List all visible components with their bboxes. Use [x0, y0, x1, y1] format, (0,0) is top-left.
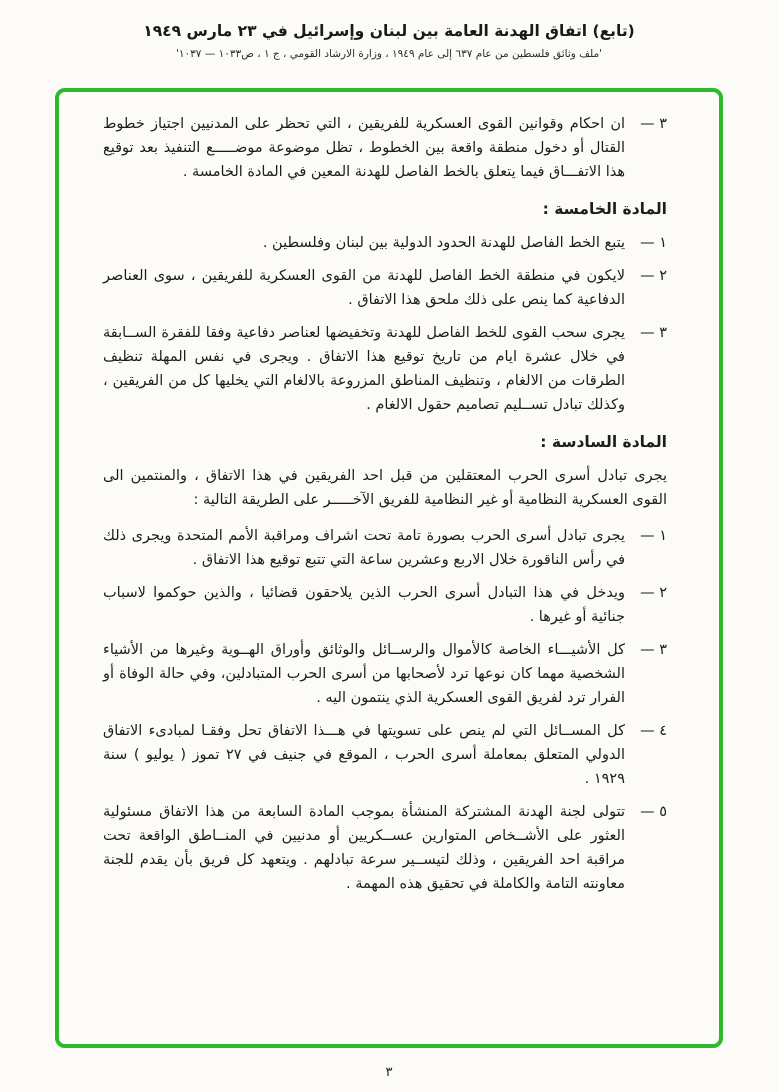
list-item [103, 638, 667, 710]
item-text: يجرى تبادل أسرى الحرب بصورة تامة تحت اشراف ومراقبة الأمم المتحدة ويجرى ذلك في رأس الناقورة خلال الاربع وعشرين ساعة التي تتبع توقيع هذا الاتفاق . [103, 528, 625, 568]
list-item [103, 321, 667, 417]
item-text: لايكون في منطقة الخط الفاصل للهدنة من القوى العسكرية للفريقين ، سوى العناصر الدفاعية كما ينص على ذلك ملحق هذا الاتفاق . [103, 268, 625, 308]
list-item-continued [103, 112, 667, 184]
item-number: ٣ — [640, 325, 667, 341]
document-source-line: 'ملف وثائق فلسطين من عام ٦٣٧ إلى عام ١٩٤٩ ، وزارة الارشاد القومي ، ج ١ ، ص١٠٣٣ — ١٠٣٧' [175, 48, 603, 60]
list-item [103, 264, 667, 312]
item-text: يجرى سحب القوى للخط الفاصل للهدنة وتخفيضها لعناصر دفاعية وفقا للفقرة الســابقة في خلال عشرة ايام من تاريخ توقيع هذا الاتفاق . ويجرى في نفس المهلة تنظيف الطرقات من الالغام ، وتنظيف المناطق المزروعة بالالغام التي يخليها كل من الفريقين ، وكذلك تبادل تســليم تصاميم حقول الالغام . [103, 325, 625, 413]
highlight-box [55, 88, 723, 1048]
item-text: يتبع الخط الفاصل للهدنة الحدود الدولية بين لبنان وفلسطين . [262, 235, 625, 251]
item-text: ان احكام وقوانين القوى العسكرية للفريقين ، التي تحظر على المدنيين اجتياز خطوط القتال أو دخول منطقة واقعة بين الخطوط ، تظل موضوعة موضـــــع التنفيذ بعد توقيع هذا الاتفـــاق فيما يتعلق بالخط الفاصل للهدنة المعين في المادة الخامسة . [103, 116, 625, 180]
item-number: ٤ — [640, 723, 667, 739]
item-number: ١ — [640, 528, 667, 544]
list-item [103, 524, 667, 572]
article-five-heading: المادة الخامسة : [542, 200, 667, 218]
article-six-heading: المادة السادسة : [540, 433, 667, 451]
document-header [0, 0, 778, 60]
list-item [103, 800, 667, 896]
item-number: ٢ — [640, 585, 667, 601]
article-six-intro: يجرى تبادل أسرى الحرب المعتقلين من قبل احد الفريقين في هذا الاتفاق ، والمنتمين الى القوى العسكرية النظامية أو غير النظامية للفريق الآخـــــر على الطريقة التالية : [103, 468, 667, 508]
item-number: ٥ — [640, 804, 667, 820]
item-text: ويدخل في هذا التبادل أسرى الحرب الذين يلاحقون قضائيا ، والذين حوكموا لاسباب جنائية أو غيرها . [103, 585, 625, 625]
list-item [103, 581, 667, 629]
list-item [103, 719, 667, 791]
page-number: ٣ [385, 1065, 393, 1080]
item-number: ٢ — [640, 268, 667, 284]
item-number: ١ — [640, 235, 667, 251]
item-text: كل الأشيـــاء الخاصة كالأموال والرســائل والوثائق وأوراق الهــوية وغيرها من الأشياء الشخصية مهما كان نوعها ترد لأصحابها من أسرى الحرب المتبادلين، وفي حالة الوفاة أو الفرار ترد لفريق القوى العسكرية الذي ينتمون اليه . [103, 642, 625, 706]
list-item [103, 231, 667, 255]
item-number: ٣ — [640, 642, 667, 658]
item-text: كل المســائل التي لم ينص على تسويتها في هـــذا الاتفاق تحل وفقـا لمبادىء الاتفاق الدولي المتعلق بمعاملة أسرى الحرب ، الموقع في جنيف في ٢٧ تموز ( يوليو ) سنة ١٩٢٩ . [103, 723, 626, 787]
document-title: (تابع) اتفاق الهدنة العامة بين لبنان وإسرائيل في ٢٣ مارس ١٩٤٩ [143, 22, 635, 40]
item-text: تتولى لجنة الهدنة المشتركة المنشأة بموجب المادة السابعة من هذا الاتفاق مسئولية العثور على الأشــخاص المتوارين عســكريين أو مدنيين في المنــاطق الواقعة تحت مراقبة احد الفريقين ، وذلك لتيســير سرعة تبادلهم . ويتعهد كل فريق بأن يقدم للجنة معاونته التامة والكاملة في تحقيق هذه المهمة . [103, 804, 625, 892]
item-number: ٣ — [640, 116, 667, 132]
